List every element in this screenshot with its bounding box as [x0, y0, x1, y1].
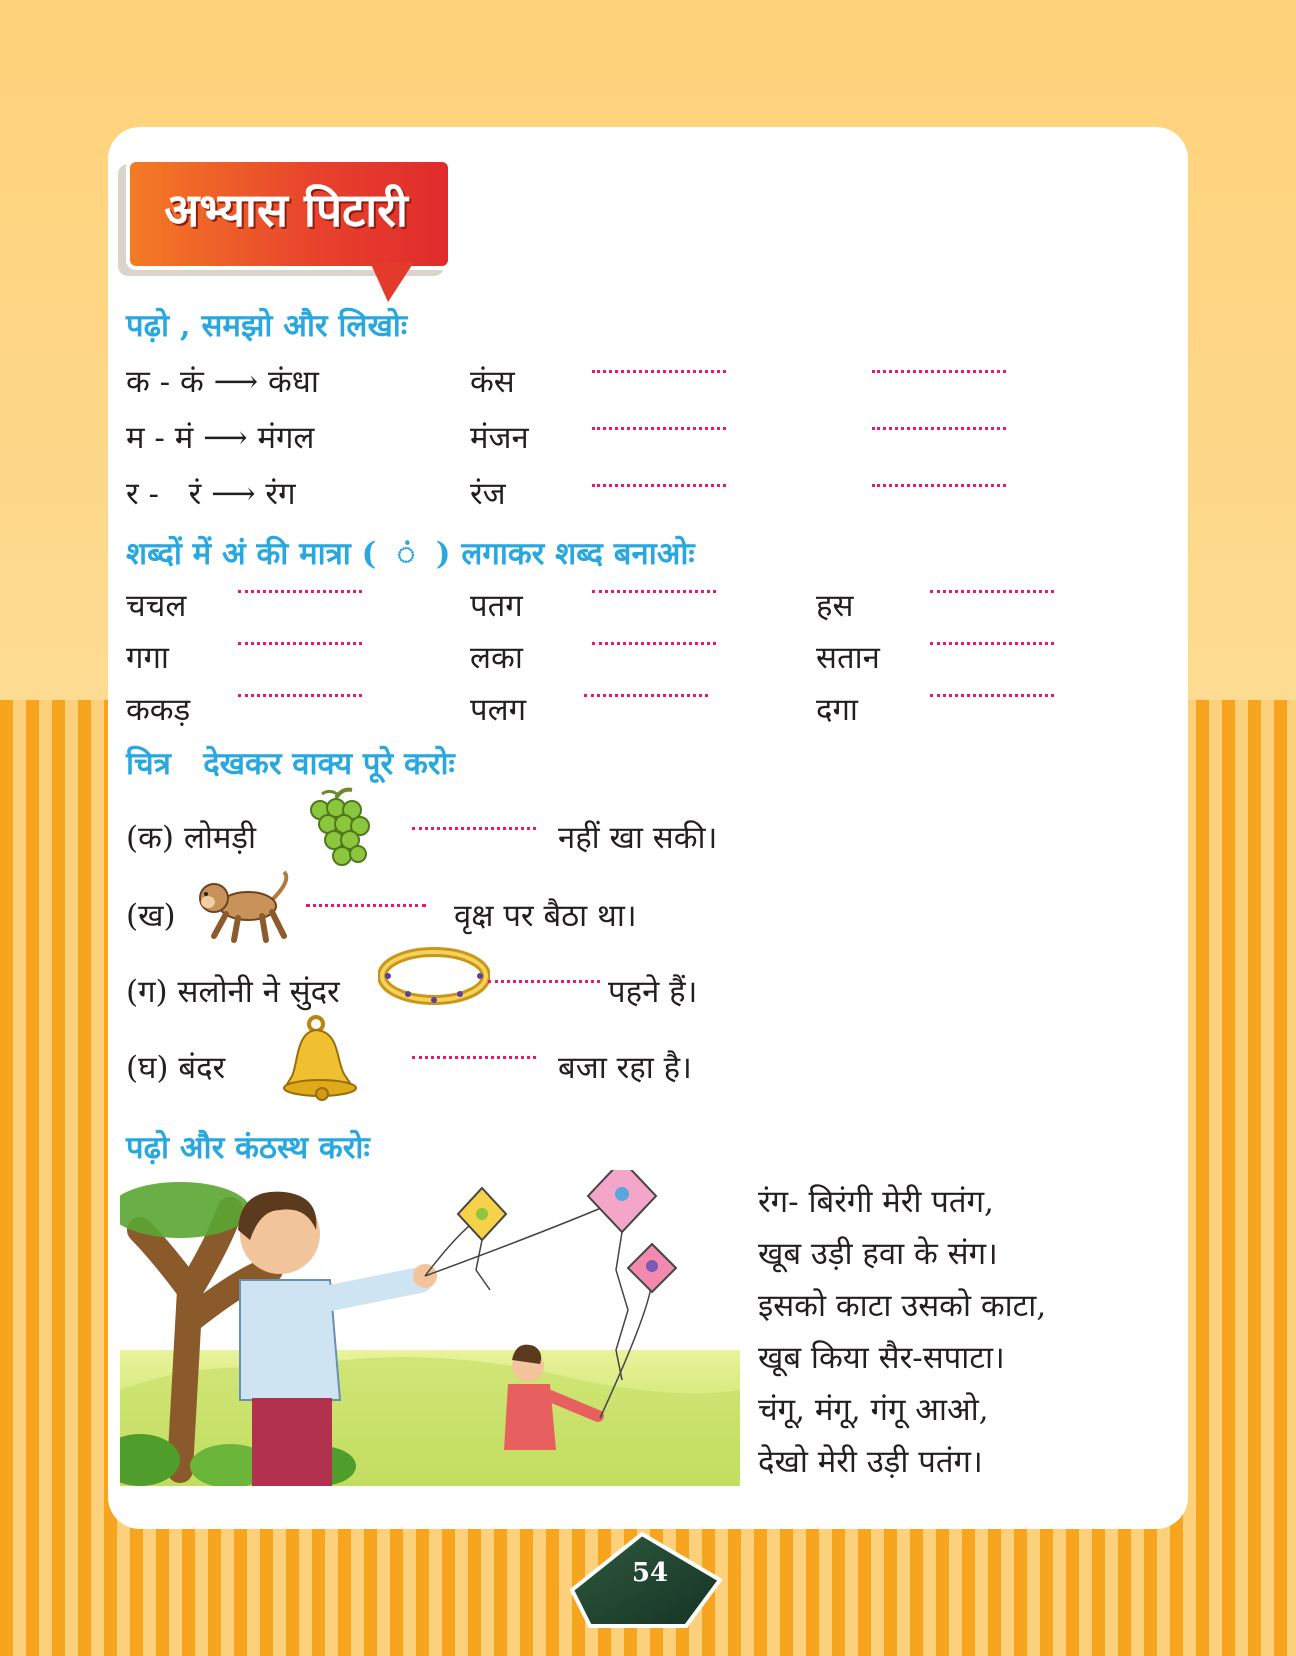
blank-sentence-3[interactable]	[488, 980, 600, 983]
rule-word: मंगल	[257, 420, 315, 456]
blank-sentence-2[interactable]	[306, 904, 426, 907]
blank-1a[interactable]	[592, 370, 726, 373]
section2-heading	[126, 532, 695, 574]
blank-c1-r2[interactable]	[238, 642, 362, 645]
rule-text: क - कं	[126, 364, 204, 400]
blank-3b[interactable]	[872, 484, 1006, 487]
word-c1-r2: गगा	[126, 640, 169, 676]
blank-c1-r3[interactable]	[238, 694, 362, 697]
grapes-icon	[306, 786, 376, 868]
word-c3-r3: दगा	[816, 692, 858, 728]
word-c2-r1: पतग	[470, 588, 523, 624]
arrow-icon: ⟶	[203, 420, 248, 456]
heading-part-1: शब्दों में अं की मात्रा (	[126, 536, 377, 572]
blank-sentence-4[interactable]	[412, 1056, 536, 1059]
word-c2-r3: पलग	[470, 692, 527, 728]
monkey-icon	[192, 870, 296, 946]
poem-line-2: खूब उड़ी हवा के संग।	[758, 1236, 998, 1272]
blank-sentence-1[interactable]	[412, 827, 536, 830]
section1-heading: पढ़ो , समझो और लिखोः	[126, 308, 408, 344]
blank-1b[interactable]	[872, 370, 1006, 373]
poem-line-4: खूब किया सैर-सपाटा।	[758, 1340, 1005, 1376]
section3-heading: चित्र देखकर वाक्य पूरे करोः	[126, 746, 455, 782]
blank-c1-r1[interactable]	[238, 590, 362, 593]
matra-symbol: ं	[396, 536, 416, 572]
sentence-2-suffix: वृक्ष पर बैठा था।	[454, 898, 637, 934]
boy-flying-kite-illustration	[120, 1170, 740, 1486]
sentence-4-suffix: बजा रहा है।	[558, 1050, 692, 1086]
bell-icon	[282, 1014, 364, 1102]
sentence-2-prefix: (ख)	[126, 898, 176, 934]
blank-2a[interactable]	[592, 427, 726, 430]
poem-line-3: इसको काटा उसको काटा,	[758, 1288, 1047, 1324]
word-c1-r1: चचल	[126, 588, 187, 624]
blank-c2-r3[interactable]	[584, 694, 708, 697]
bangle-icon	[378, 946, 490, 1006]
rule-text: म - मं	[126, 420, 194, 456]
rule-row-3	[126, 472, 296, 514]
blank-c3-r2[interactable]	[930, 642, 1054, 645]
arrow-icon: ⟶	[213, 364, 259, 400]
example-word-2: मंजन	[470, 420, 529, 456]
sentence-3-suffix: पहने हैं।	[608, 974, 698, 1010]
blank-c3-r3[interactable]	[930, 694, 1054, 697]
sentence-3-prefix: (ग) सलोनी ने सुंदर	[126, 974, 340, 1010]
rule-row-1	[126, 360, 319, 402]
blank-c2-r2[interactable]	[592, 642, 716, 645]
rule-row-2	[126, 416, 314, 458]
word-c3-r2: सतान	[816, 640, 880, 676]
poem-line-5: चंगू, मंगू, गंगू आओ,	[758, 1392, 989, 1428]
word-c3-r1: हस	[816, 588, 854, 624]
poem-line-6: देखो मेरी उड़ी पतंग।	[758, 1444, 983, 1480]
blank-3a[interactable]	[592, 484, 726, 487]
blank-c3-r1[interactable]	[930, 590, 1054, 593]
sentence-4-prefix: (घ) बंदर	[126, 1050, 226, 1086]
rule-word: रंग	[265, 476, 296, 512]
rule-word: कंधा	[267, 364, 319, 400]
word-c2-r2: लका	[470, 640, 523, 676]
arrow-icon: ⟶	[211, 476, 256, 512]
sentence-1-prefix: (क) लोमड़ी	[126, 820, 257, 856]
poem-line-1: रंग- बिरंगी मेरी पतंग,	[758, 1184, 994, 1220]
rule-text: र - रं	[126, 476, 202, 512]
banner-title: अभ्यास पिटारी	[164, 183, 408, 237]
banner-tail	[370, 262, 414, 302]
example-word-1: कंस	[470, 364, 515, 400]
section4-heading: पढ़ो और कंठस्थ करोः	[126, 1130, 370, 1166]
blank-c2-r1[interactable]	[592, 590, 716, 593]
blank-2b[interactable]	[872, 427, 1006, 430]
example-word-3: रंज	[470, 476, 506, 512]
page-number: 54	[631, 1558, 669, 1588]
heading-part-2: ) लगाकर शब्द बनाओः	[435, 536, 695, 572]
sentence-1-suffix: नहीं खा सकी।	[558, 820, 718, 856]
word-c1-r3: ककड़	[126, 692, 191, 728]
